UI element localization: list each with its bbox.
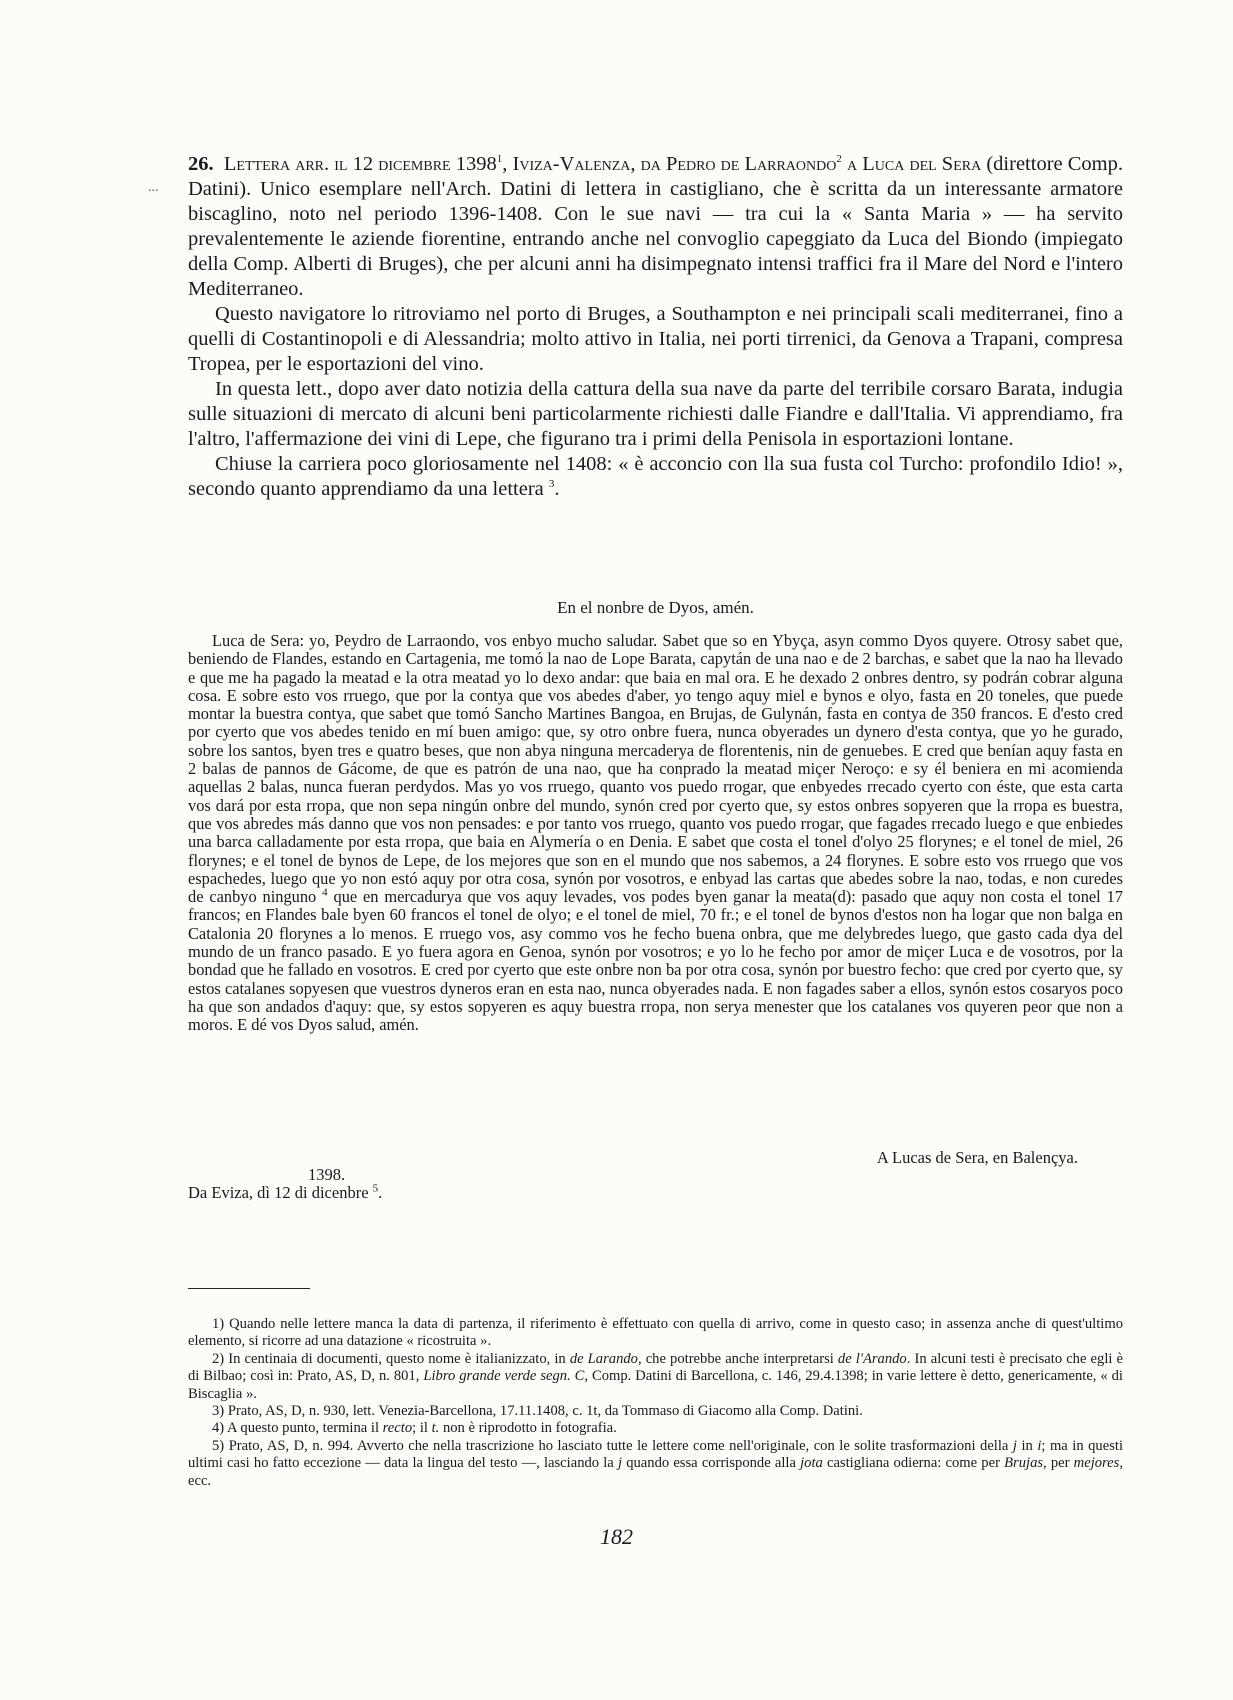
intro-paragraph-1-text: (direttore Comp. Datini). Unico esemplare nell'Arch. Datini di lettera in castigliano, che è scritta da un interessante armatore biscaglino, noto nel periodo 1396-1408. Con le sue navi — tra cui la « Santa Maria » — ha servito prevalentemente le aziende fiorentine, entrando anche nel convoglio capeggiato da Luca del Biondo (impiegato della Comp. Alberti di Bruges), che per alcuni anni ha disimpegnato intensi traffici fra il Mare del Nord e l'intero Mediterraneo.	[188, 153, 1124, 300]
footnote-italic: Libro grande verde segn. C	[423, 1368, 585, 1385]
footnote-italic: de l'Arando	[837, 1350, 907, 1367]
footnote-italic: j	[617, 1455, 623, 1472]
footnote-italic: jota	[800, 1455, 823, 1472]
entry-heading-recipient: a Luca del Sera	[841, 153, 982, 175]
footnote-text: Prato, AS, D, n. 930, lett. Venezia-Barcellona, 17.11.1408, c. 1t, da Tommaso di Giacomo alla Comp. Datini.	[227, 1403, 863, 1420]
footnotes	[188, 1316, 1123, 1490]
footnote-italic: recto	[382, 1420, 413, 1437]
letter-date-end: .	[378, 1183, 383, 1202]
letter-text-part-1: Luca de Sera: yo, Peydro de Larraondo, vos enbyo mucho saludar. Sabet que so en Ybyça, asyn commo Dyos quyere. Otrosy sabet que, beniendo de Flandes, estando en Cartagenia, me tomó la nao de Lope Barata, capytán de una nao e de 2 barchas, e sabet que la nao ha llevado e que me ha pagado la meatad e la otra meatad yo lo dexo andar: que baia en mal ora. E he dexado 2 onbres dentro, sy podrán cobrar alguna cosa. E sobre esto vos rruego, que por la contya que vos abedes d'aber, yo tengo aquy miel e bynos e olyo, fasta en 20 toneles, que puede montar la buestra contya, que sabet que tomó Sancho Martines Bangoa, en Brujas, de Gulynán, fasta en contya de 350 francos. E d'esto cred por cyerto que vos abedes tenido en mí buen amigo: que, sy otro onbre fuera, nunca obyerades un dynero d'esta contya, que yo he gurado, sobre los santos, byen tres e quatro beses, que non abya ninguna mercaderya de florentenis, nin de genuebes. E cred que benían aquy fasta en 2 balas de pannos de Gácome, de que es patrón de una nao, que ha conprado la meatad miçer Neroço: e sy él beniera en mi acomienda aquellas 2 balas, nunca fueran perdydos. Mas yo vos rruego, quanto vos puedo rrogar, que enbyedes rrecado cyerto con éste, que esta carta vos dará por esta rropa, que non sepa ningún onbre del mundo, synón cred por cyerto que, sy estos onbres sopyeren que la rropa es buestra, que vos abredes más danno que vos non pensades: e por tanto vos rruego, quanto vos puedo rrogar, que fagades rrecado luego e que enbiedes una barca calladamente por esta rropa, que baia en Alymería o en Denia. E sabet que costa el tonel d'olyo 25 florynes; e el tonel de miel, 26 florynes; e el tonel de bynos de Lepe, de los mejores que son en el mundo que nos sabemos, a 24 florynes. E sobre esto vos rruego que vos espachedes, luego que yo non estó aquy por otra cosa, synón por vosotros, e enbyad las cartas que abedes sobre la nao, todas, e non curedes de canbyo ninguno	[188, 631, 1123, 907]
footnote-italic: i	[1037, 1437, 1042, 1454]
footnote-4	[188, 1420, 1123, 1437]
footnote-italic: t.	[431, 1420, 440, 1437]
footnote-text: , per	[1043, 1455, 1074, 1472]
page-number: 182	[600, 1524, 633, 1549]
footnote-mark: 3)	[212, 1403, 225, 1420]
letter-heading: En el nonbre de Dyos, amén.	[557, 598, 754, 617]
footnote-ref-4: 4	[322, 886, 328, 899]
intro-section	[188, 152, 1123, 502]
footnote-3	[188, 1403, 1123, 1420]
footnote-text: A questo punto, termina il	[227, 1420, 383, 1437]
intro-paragraph-1	[188, 152, 1123, 302]
footnote-text: Quando nelle lettere manca la data di partenza, il riferimento è effettuato con quella di arrivo, come in questo caso; in assenza anche di quest'ultimo elemento, si ricorre ad una datazione « ricostruita ».	[188, 1316, 1123, 1350]
footnote-mark: 1)	[212, 1316, 225, 1332]
footnote-italic: j	[1012, 1437, 1017, 1454]
footnote-5	[188, 1438, 1123, 1490]
footnote-1	[188, 1316, 1123, 1351]
letter-addressee: A Lucas de Sera, en Balençya.	[876, 1148, 1078, 1167]
intro-paragraph-4-end: .	[554, 478, 560, 500]
footnote-text: Prato, AS, D, n. 994. Avverto che nella trascrizione ho lasciato tutte le lettere come nell'originale, con le solite trasformazioni della	[228, 1437, 1013, 1454]
intro-paragraph-4-text: Chiuse la carriera poco gloriosamente nel 1408: « è acconcio con lla sua fusta col Turcho: profondilo Idio! », secondo quanto apprendiamo da una lettera	[188, 453, 1123, 500]
footnote-mark: 2)	[212, 1350, 225, 1367]
footnote-ref-2: 2	[836, 153, 842, 166]
entry-number: 26.	[188, 153, 214, 175]
footnote-italic: de Larando	[569, 1350, 638, 1367]
footnote-ref-5: 5	[372, 1182, 379, 1195]
footnote-italic: Brujas	[1004, 1455, 1044, 1472]
footnote-text: in	[1016, 1437, 1038, 1454]
letter-date-text: Da Eviza, dì 12 di dicenbre	[188, 1183, 369, 1202]
footnote-mark: 4)	[212, 1420, 225, 1437]
margin-mark: ...	[148, 180, 159, 195]
letter-date-year: 1398.	[308, 1165, 346, 1184]
footnote-text: , ecc.	[188, 1455, 1123, 1489]
intro-paragraph-2: Questo navigatore lo ritroviamo nel porto di Bruges, a Southampton e nei principali scali mediterranei, fino a quelli di Costantinopoli e di Alessandria; molto attivo in Italia, nei porti tirrenici, da Genova a Trapani, compresa Tropea, per le esportazioni del vino.	[188, 303, 1123, 375]
footnote-mark: 5)	[212, 1437, 225, 1454]
letter-date-line	[188, 1183, 382, 1203]
footnote-text: quando essa corrisponde alla	[622, 1455, 801, 1472]
footnote-italic: mejores	[1073, 1455, 1120, 1472]
letter-body	[188, 632, 1123, 1035]
footnote-text: In centinaia di documenti, questo nome è italianizzato, in	[228, 1350, 570, 1367]
intro-paragraph-4	[188, 452, 1123, 502]
letter-paragraph	[188, 632, 1123, 1035]
entry-heading-route: , Iviza-Valenza, da Pedro de Larraondo	[502, 153, 837, 175]
footnote-ref-3: 3	[548, 478, 555, 491]
footnote-text: ; il	[412, 1420, 432, 1437]
footnote-divider	[188, 1288, 310, 1289]
footnote-ref-1: 1	[496, 153, 503, 166]
footnote-text: , che potrebbe anche interpretarsi	[637, 1350, 838, 1367]
footnote-text: . In alcuni testi è precisato che egli è di Bilbao; così in: Prato, AS, D, n. 801,	[188, 1350, 1123, 1385]
footnote-text: , Comp. Datini di Barcellona, c. 146, 29.4.1398; in varie lettere è detto, genericamente, « di Biscaglia ».	[188, 1368, 1123, 1402]
footnote-text: castigliana odierna: come per	[822, 1455, 1005, 1472]
letter-text-part-2: que en mercadurya que vos aquy levades, vos podes byen ganar la meata(d): pasado que aquy non costa el tonel 17 francos; en Flandes bale byen 60 francos el tonel de olyo; e el tonel de miel, 70 fr.; e el tonel de bynos d'estos non ha logar que non balga en Catalonia 20 florynes a lo menos. E rruego vos, asy commo vos he fecho buena onbra, que me delybredes luego, que gasto cada dya del mundo de un franco pasado. E yo fuera agora en Genoa, synón por vosotros; e yo lo he fecho por amor de miçer Luca e de vosotros, por la bondad que he fallado en vosotros. E cred por cyerto que este onbre non ba por otra cosa, synón por buestro fecho: que cred por cyerto que, sy estos catalanes sopyesen que vuestros dyneros eran en esta nao, nunca obyerades nada. E non fagades saber a ellos, synón estos cosaryos poco ha que son andados d'aquy: que, sy estos sopyeren es aquy buestra rropa, non serya menester que los catalanes vos quyeren peor que non a moros. E dé vos Dyos salud, amén.	[188, 887, 1123, 1035]
intro-paragraph-3: In questa lett., dopo aver dato notizia della cattura della sua nave da parte del terribile corsaro Barata, indugia sulle situazioni di mercato di alcuni beni particolarmente richiesti dalle Fiandre e dall'Italia. Vi apprendiamo, fra l'altro, l'affermazione dei vini di Lepe, che figurano tra i primi della Penisola in esportazioni lontane.	[188, 378, 1123, 450]
footnote-text: ; ma in questi ultimi casi ho fatto eccezione — data la lingua del testo —, lasciando la	[188, 1437, 1123, 1472]
footnote-2	[188, 1351, 1123, 1403]
footnote-text: non è riprodotto in fotografia.	[439, 1420, 617, 1437]
entry-heading-main: Lettera arr. il 12 dicembre 1398	[223, 153, 497, 175]
